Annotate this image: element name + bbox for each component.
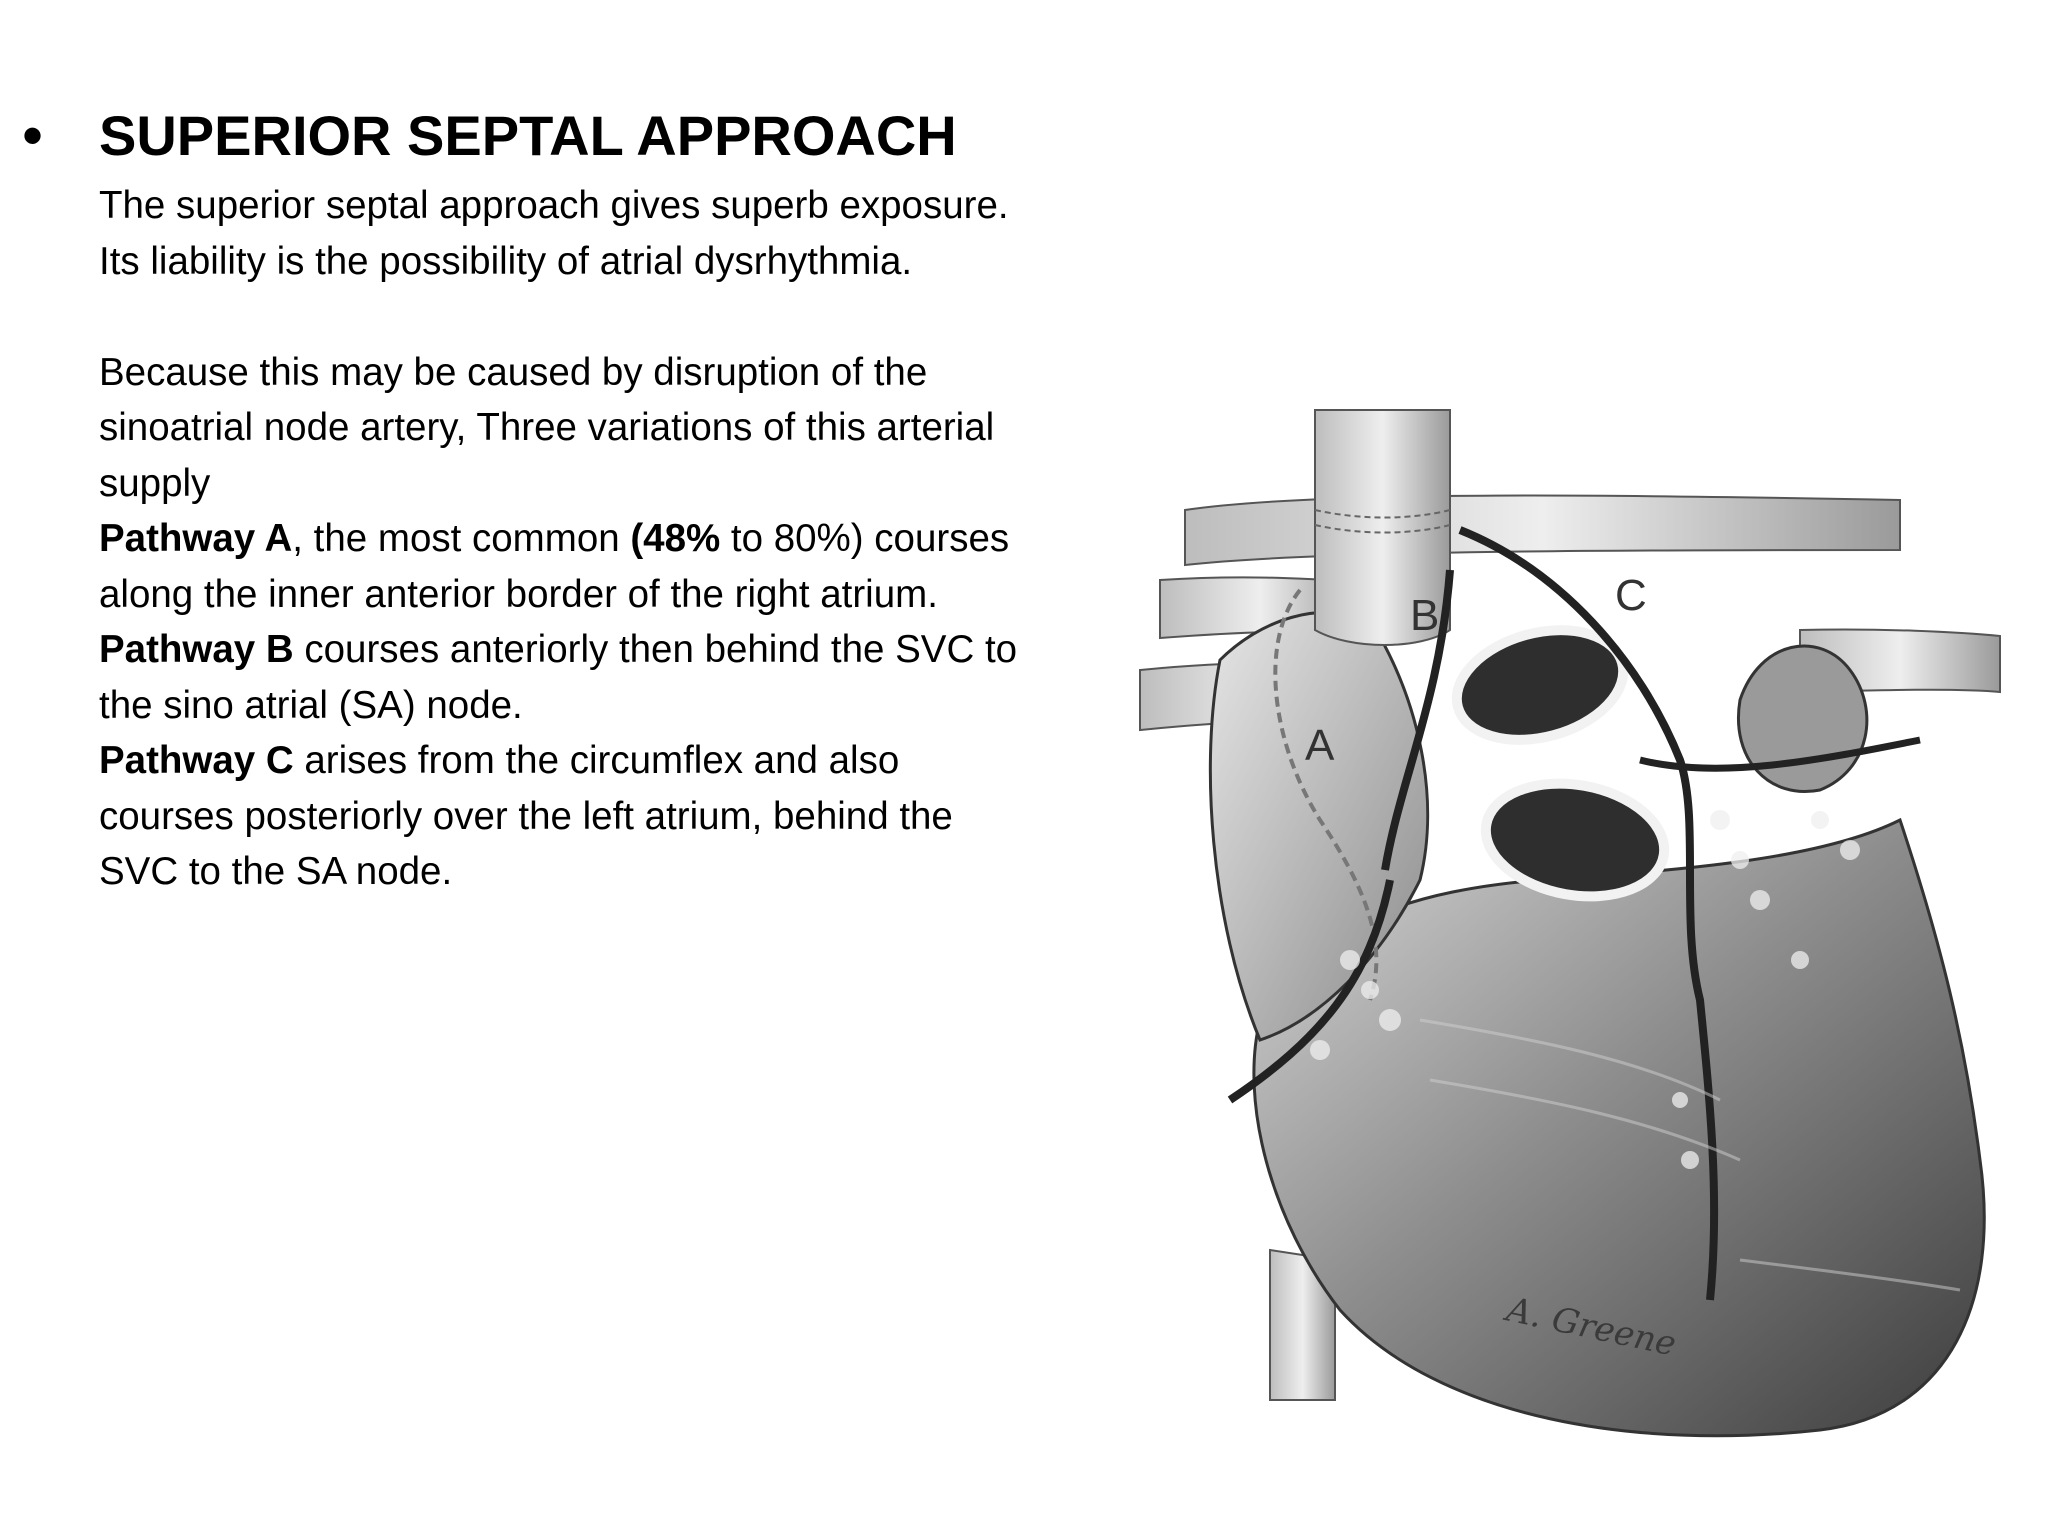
pulmonary-vessel	[1185, 496, 1900, 565]
slide-heading: SUPERIOR SEPTAL APPROACH	[99, 104, 957, 167]
body-line: SVC to the SA node.	[99, 850, 453, 893]
figure-label-c: C	[1615, 571, 1647, 620]
body-line-pathway-b	[99, 622, 1089, 678]
body-line: courses posteriorly over the left atrium, behind the	[99, 794, 953, 838]
body-line: The superior septal approach gives superb exposure.	[99, 184, 1009, 227]
body-line: Its liability is the possibility of atrial dysrhythmia.	[99, 239, 913, 283]
body-line: supply	[99, 461, 211, 505]
pathway-c-text: arises from the circumflex and also	[293, 739, 900, 782]
body-line: Because this may be caused by disruption of the	[99, 350, 928, 394]
figure-label-b: B	[1410, 591, 1440, 640]
bullet-marker: •	[22, 102, 44, 169]
pathway-a-text: , the most common	[292, 517, 631, 560]
body-line: sinoatrial node artery, Three variations of this arterial	[99, 406, 995, 449]
body-text	[99, 178, 1089, 900]
blank-line	[99, 289, 1089, 345]
pathway-a-label: Pathway A	[99, 517, 293, 560]
heart-illustration	[1120, 400, 2020, 1450]
body-line: the sino atrial (SA) node.	[99, 683, 523, 727]
body-line: along the inner anterior border of the right atrium.	[99, 572, 938, 616]
pathway-c-label: Pathway C	[99, 739, 294, 782]
pathway-a-text-end: to 80%) courses	[720, 517, 1010, 560]
artist-signature: A. Greene	[1503, 1289, 1680, 1365]
body-line-pathway-c	[99, 733, 1089, 789]
pathway-b-text: courses anteriorly then behind the SVC to	[293, 628, 1018, 671]
figure-label-a: A	[1305, 721, 1335, 770]
pathway-b-label: Pathway B	[99, 628, 294, 671]
body-line-pathway-a	[99, 511, 1089, 567]
pathway-a-percent: (48%	[630, 517, 721, 560]
